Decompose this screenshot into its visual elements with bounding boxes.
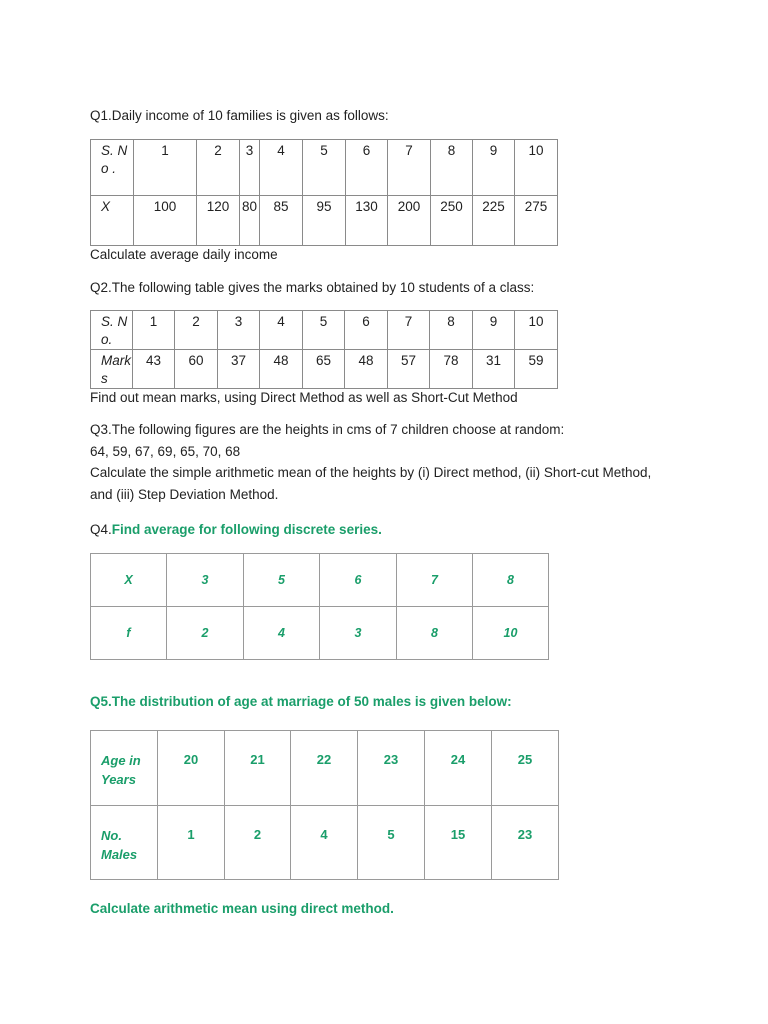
q3-values: 64, 59, 67, 69, 65, 70, 68 bbox=[90, 444, 241, 459]
q5-cell: 21 bbox=[225, 731, 291, 806]
q4-cell: 7 bbox=[397, 554, 473, 607]
q2-row-label: S. No. bbox=[91, 311, 133, 350]
q1-row-label: S. No . bbox=[91, 140, 134, 196]
q4-cell: 10 bbox=[473, 607, 549, 660]
q5-row-age bbox=[91, 731, 559, 806]
q1-cell: 4 bbox=[260, 140, 303, 196]
q2-row-sno bbox=[91, 311, 558, 350]
q2-cell: 57 bbox=[388, 350, 430, 389]
q5-table bbox=[90, 730, 559, 880]
q1-cell: 8 bbox=[431, 140, 473, 196]
q4-row-x bbox=[91, 554, 549, 607]
q4-cell: 8 bbox=[397, 607, 473, 660]
q1-cell: 6 bbox=[346, 140, 388, 196]
q1-row-sno bbox=[91, 140, 558, 196]
q4-table bbox=[90, 553, 549, 660]
q5-footer: Calculate arithmetic mean using direct method. bbox=[90, 901, 394, 916]
q4-cell: 5 bbox=[244, 554, 320, 607]
q2-cell: 37 bbox=[218, 350, 260, 389]
q2-cell: 59 bbox=[515, 350, 558, 389]
q5-cell: 2 bbox=[225, 806, 291, 880]
q2-cell: 48 bbox=[345, 350, 388, 389]
q1-cell: 3 bbox=[240, 140, 260, 196]
q3-instruction-cont: and (iii) Step Deviation Method. bbox=[90, 487, 279, 502]
q1-cell: 250 bbox=[431, 196, 473, 246]
q2-cell: 31 bbox=[473, 350, 515, 389]
q1-row-x bbox=[91, 196, 558, 246]
q4-heading bbox=[90, 519, 382, 541]
q4-cell: X bbox=[91, 554, 167, 607]
q5-cell: 25 bbox=[492, 731, 559, 806]
q1-cell: 130 bbox=[346, 196, 388, 246]
q2-cell: 1 bbox=[133, 311, 175, 350]
q2-cell: 43 bbox=[133, 350, 175, 389]
q4-cell: 4 bbox=[244, 607, 320, 660]
q5-cell: 23 bbox=[358, 731, 425, 806]
q1-cell: 2 bbox=[197, 140, 240, 196]
q2-table bbox=[90, 310, 558, 389]
q2-title: Q2.The following table gives the marks obtained by 10 students of a class: bbox=[90, 280, 535, 295]
q2-row-marks bbox=[91, 350, 558, 389]
q2-cell: 7 bbox=[388, 311, 430, 350]
q1-cell: 80 bbox=[240, 196, 260, 246]
q4-prefix: Q4. bbox=[90, 522, 112, 537]
q2-row-label: Marks bbox=[91, 350, 133, 389]
q1-title: Q1.Daily income of 10 families is given as follows: bbox=[90, 108, 389, 123]
q2-cell: 5 bbox=[303, 311, 345, 350]
q4-title: Find average for following discrete series. bbox=[111, 522, 382, 537]
q2-cell: 10 bbox=[515, 311, 558, 350]
q2-cell: 60 bbox=[175, 350, 218, 389]
q2-cell: 78 bbox=[430, 350, 473, 389]
q5-cell: 15 bbox=[425, 806, 492, 880]
q1-footer: Calculate average daily income bbox=[90, 247, 278, 262]
q1-cell: 275 bbox=[515, 196, 558, 246]
q4-cell: 3 bbox=[320, 607, 397, 660]
q1-row-label: X bbox=[91, 196, 134, 246]
q2-cell: 6 bbox=[345, 311, 388, 350]
q4-cell: 6 bbox=[320, 554, 397, 607]
q5-cell: 22 bbox=[291, 731, 358, 806]
q5-row-label: No. Males bbox=[91, 806, 158, 880]
q2-cell: 8 bbox=[430, 311, 473, 350]
q5-cell: 23 bbox=[492, 806, 559, 880]
q3-title: Q3.The following figures are the heights in cms of 7 children choose at random: bbox=[90, 422, 565, 437]
q5-row-males bbox=[91, 806, 559, 880]
q2-cell: 48 bbox=[260, 350, 303, 389]
q1-cell: 100 bbox=[134, 196, 197, 246]
q1-cell: 7 bbox=[388, 140, 431, 196]
q3-instruction: Calculate the simple arithmetic mean of the heights by (i) Direct method, (ii) Short-cut Method, bbox=[90, 465, 652, 480]
q1-cell: 10 bbox=[515, 140, 558, 196]
q5-cell: 4 bbox=[291, 806, 358, 880]
q4-cell: 8 bbox=[473, 554, 549, 607]
q5-row-label: Age in Years bbox=[91, 731, 158, 806]
q1-cell: 85 bbox=[260, 196, 303, 246]
q1-cell: 225 bbox=[473, 196, 515, 246]
q2-cell: 4 bbox=[260, 311, 303, 350]
q5-title: Q5.The distribution of age at marriage of 50 males is given below: bbox=[90, 694, 512, 709]
q1-cell: 9 bbox=[473, 140, 515, 196]
q4-cell: 2 bbox=[167, 607, 244, 660]
q1-cell: 200 bbox=[388, 196, 431, 246]
q2-footer: Find out mean marks, using Direct Method as well as Short-Cut Method bbox=[90, 390, 518, 405]
q2-cell: 2 bbox=[175, 311, 218, 350]
q2-cell: 3 bbox=[218, 311, 260, 350]
q5-cell: 20 bbox=[158, 731, 225, 806]
q1-cell: 5 bbox=[303, 140, 346, 196]
q4-cell: f bbox=[91, 607, 167, 660]
q1-table bbox=[90, 139, 558, 246]
q5-cell: 24 bbox=[425, 731, 492, 806]
q5-cell: 5 bbox=[358, 806, 425, 880]
q2-cell: 65 bbox=[303, 350, 345, 389]
q1-cell: 120 bbox=[197, 196, 240, 246]
q4-cell: 3 bbox=[167, 554, 244, 607]
q5-cell: 1 bbox=[158, 806, 225, 880]
q2-cell: 9 bbox=[473, 311, 515, 350]
q1-cell: 1 bbox=[134, 140, 197, 196]
q1-cell: 95 bbox=[303, 196, 346, 246]
q4-row-f bbox=[91, 607, 549, 660]
